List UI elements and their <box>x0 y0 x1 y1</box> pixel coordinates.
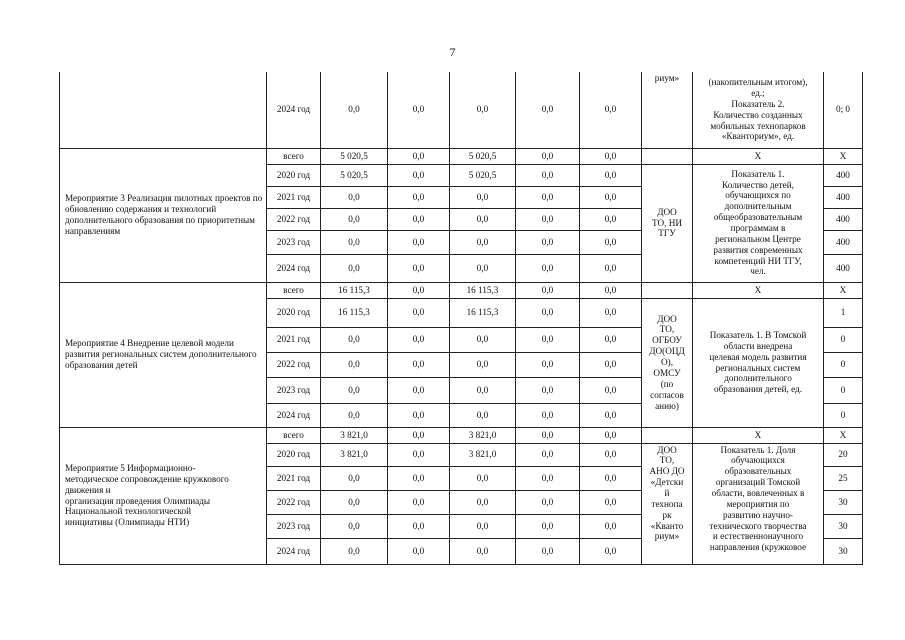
target-cell: 30 <box>824 490 863 514</box>
executor-line: (по <box>660 378 674 389</box>
indicator-line: Показатель 1. В Томской <box>709 329 807 340</box>
executor-line: й <box>664 487 670 498</box>
target-cell: 30 <box>824 538 863 564</box>
indicator-line: региональных систем <box>715 362 801 373</box>
total-cell: 0,0 <box>321 208 388 230</box>
executor-line: ТО, НИ <box>652 217 682 228</box>
year-cell: 2021 год <box>267 466 321 490</box>
year-cell: 2020 год <box>267 298 321 327</box>
regional-cell: 3 821,0 <box>450 427 516 443</box>
indicator-line: развитию научно- <box>723 509 793 520</box>
extra-cell: 0,0 <box>580 466 642 490</box>
target-cell: X <box>824 282 863 298</box>
year-cell: 2022 год <box>267 352 321 377</box>
indicator-cell <box>693 72 824 148</box>
indicator-line: ед.; <box>751 88 765 99</box>
table-row <box>60 427 863 443</box>
page-number: 7 <box>449 45 456 59</box>
indicator-line: образовательных <box>724 466 792 477</box>
event-name-line: Мероприятие 5 Информационно- <box>65 462 196 473</box>
year-cell: всего <box>267 148 321 164</box>
regional-cell: 0,0 <box>450 490 516 514</box>
indicator-line: обучающихся <box>731 455 785 466</box>
executor-cell <box>642 427 693 443</box>
local-cell: 0,0 <box>516 352 580 377</box>
total-cell: 3 821,0 <box>321 427 388 443</box>
year-cell: 2024 год <box>267 72 321 148</box>
indicator-line: мероприятия по <box>726 498 790 509</box>
indicator-line: Показатель 1. <box>731 168 785 179</box>
indicator-line: Показатель 1. Доля <box>720 444 796 455</box>
executor-line: ТГУ <box>658 228 676 239</box>
federal-cell: 0,0 <box>388 327 450 352</box>
event-name-cell: Мероприятие 3 Реализация пилотных проектов по обновлению содержания и технологий дополнительного образования по приоритетным направлениям <box>60 148 267 282</box>
local-cell: 0,0 <box>516 377 580 403</box>
indicator-line: программам в <box>730 223 786 233</box>
federal-cell: 0,0 <box>388 490 450 514</box>
year-cell: 2022 год <box>267 490 321 514</box>
event-name-line: Национальной технологической <box>65 506 192 517</box>
total-cell: 0,0 <box>321 352 388 377</box>
regional-cell: 0,0 <box>450 327 516 352</box>
local-cell: 0,0 <box>516 298 580 327</box>
local-cell: 0,0 <box>516 490 580 514</box>
indicator-line: дополнительным <box>724 201 792 212</box>
extra-cell: 0,0 <box>580 352 642 377</box>
local-cell: 0,0 <box>516 254 580 282</box>
indicator-line: организаций Томской <box>715 477 801 488</box>
federal-cell: 0,0 <box>388 72 450 148</box>
extra-cell: 0,0 <box>580 186 642 208</box>
indicator-line: Показатель 2. <box>731 98 785 109</box>
total-cell: 5 020,5 <box>321 164 388 186</box>
year-cell: 2023 год <box>267 377 321 403</box>
indicator-line: целевая модель развития <box>709 351 807 362</box>
indicator-line: области, вовлеченных в <box>711 487 805 498</box>
year-cell: 2021 год <box>267 327 321 352</box>
indicator-header-cell: X <box>693 148 824 164</box>
extra-cell: 0,0 <box>580 148 642 164</box>
federal-cell: 0,0 <box>388 230 450 254</box>
total-cell: 0,0 <box>321 403 388 427</box>
extra-cell: 0,0 <box>580 327 642 352</box>
table-row <box>60 148 863 164</box>
local-cell: 0,0 <box>516 427 580 443</box>
extra-cell: 0,0 <box>580 538 642 564</box>
year-cell: 2022 год <box>267 208 321 230</box>
executor-cell <box>642 282 693 298</box>
executor-line: ОГБОУ <box>652 335 682 346</box>
executor-line: рк <box>662 509 672 520</box>
target-cell: 400 <box>824 164 863 186</box>
regional-cell: 0,0 <box>450 403 516 427</box>
federal-cell: 0,0 <box>388 427 450 443</box>
indicator-line: «Кванториум», ед. <box>721 131 795 142</box>
event-name-line: методическое сопровождение кружкового <box>65 473 229 484</box>
federal-cell: 0,0 <box>388 443 450 466</box>
target-cell: 30 <box>824 514 863 538</box>
year-cell: 2024 год <box>267 254 321 282</box>
extra-cell: 0,0 <box>580 377 642 403</box>
regional-cell: 0,0 <box>450 208 516 230</box>
executor-line: риум» <box>654 531 680 542</box>
local-cell: 0,0 <box>516 208 580 230</box>
executor-line: ТО, <box>659 324 675 335</box>
event-name-cell: Мероприятие 4 Внедрение целевой модели развития региональных систем дополнительного образования детей <box>60 282 267 427</box>
indicator-line: области внедрена <box>723 340 793 351</box>
target-cell: 0 <box>824 352 863 377</box>
local-cell: 0,0 <box>516 186 580 208</box>
regional-cell: 0,0 <box>450 72 516 148</box>
local-cell: 0,0 <box>516 514 580 538</box>
executor-line: ТО, <box>659 455 675 466</box>
executor-cell <box>642 443 693 564</box>
extra-cell: 0,0 <box>580 514 642 538</box>
extra-cell: 0,0 <box>580 254 642 282</box>
total-cell: 16 115,3 <box>321 282 388 298</box>
regional-cell: 5 020,5 <box>450 148 516 164</box>
indicator-line: (накопительным итогом), <box>708 77 808 88</box>
total-cell: 0,0 <box>321 466 388 490</box>
regional-cell: 0,0 <box>450 352 516 377</box>
target-cell: X <box>824 148 863 164</box>
federal-cell: 0,0 <box>388 377 450 403</box>
year-cell: 2023 год <box>267 230 321 254</box>
local-cell: 0,0 <box>516 148 580 164</box>
indicator-cell <box>693 443 824 564</box>
total-cell: 0,0 <box>321 230 388 254</box>
federal-cell: 0,0 <box>388 298 450 327</box>
federal-cell: 0,0 <box>388 514 450 538</box>
extra-cell: 0,0 <box>580 230 642 254</box>
total-cell: 16 115,3 <box>321 298 388 327</box>
executor-line: АНО ДО <box>649 466 685 477</box>
extra-cell: 0,0 <box>580 443 642 466</box>
indicator-line: технического творчества <box>709 520 807 531</box>
total-cell: 0,0 <box>321 377 388 403</box>
year-cell: 2020 год <box>267 443 321 466</box>
executor-line: ДОО <box>657 206 677 217</box>
federal-cell: 0,0 <box>388 538 450 564</box>
local-cell: 0,0 <box>516 466 580 490</box>
executor-line: О), <box>661 357 673 368</box>
extra-cell: 0,0 <box>580 282 642 298</box>
event-name-cell <box>60 72 267 148</box>
regional-cell: 0,0 <box>450 230 516 254</box>
indicator-line: обучающихся по <box>725 190 791 201</box>
total-cell: 0,0 <box>321 514 388 538</box>
target-cell: 400 <box>824 186 863 208</box>
regional-cell: 0,0 <box>450 466 516 490</box>
total-cell: 0,0 <box>321 72 388 148</box>
year-cell: всего <box>267 282 321 298</box>
indicator-line: направления (кружковое <box>709 542 807 553</box>
target-cell: 0 <box>824 377 863 403</box>
event-name-line: движения и <box>65 484 111 495</box>
indicator-line: региональном Центре <box>715 233 801 244</box>
total-cell: 5 020,5 <box>321 148 388 164</box>
federal-cell: 0,0 <box>388 186 450 208</box>
indicator-line: чел. <box>750 266 766 277</box>
total-cell: 0,0 <box>321 254 388 282</box>
indicator-header-cell: X <box>693 282 824 298</box>
regional-cell: 0,0 <box>450 377 516 403</box>
table-body <box>60 72 863 564</box>
regional-cell: 3 821,0 <box>450 443 516 466</box>
regional-cell: 0,0 <box>450 254 516 282</box>
local-cell: 0,0 <box>516 282 580 298</box>
extra-cell: 0,0 <box>580 164 642 186</box>
indicator-line: мобильных технопарков <box>710 120 806 131</box>
year-cell: 2023 год <box>267 514 321 538</box>
indicator-header-cell: X <box>693 427 824 443</box>
regional-cell: 5 020,5 <box>450 164 516 186</box>
indicator-line: и естественнонаучного <box>712 531 804 542</box>
target-cell: 1 <box>824 298 863 327</box>
executor-line: анию) <box>655 400 679 411</box>
executor-line: ОМСУ <box>653 367 681 378</box>
regional-cell: 16 115,3 <box>450 282 516 298</box>
regional-cell: 0,0 <box>450 514 516 538</box>
indicator-line: развития современных <box>713 244 803 255</box>
local-cell: 0,0 <box>516 230 580 254</box>
target-cell: X <box>824 427 863 443</box>
year-cell: всего <box>267 427 321 443</box>
extra-cell: 0,0 <box>580 72 642 148</box>
extra-cell: 0,0 <box>580 298 642 327</box>
table-row-continuation <box>60 72 863 148</box>
indicator-line: Количество детей, <box>722 179 794 190</box>
executor-line: согласов <box>650 389 684 400</box>
year-cell: 2024 год <box>267 403 321 427</box>
local-cell: 0,0 <box>516 327 580 352</box>
executor-cell: риум» <box>642 72 693 148</box>
local-cell: 0,0 <box>516 538 580 564</box>
total-cell: 0,0 <box>321 327 388 352</box>
extra-cell: 0,0 <box>580 403 642 427</box>
federal-cell: 0,0 <box>388 208 450 230</box>
federal-cell: 0,0 <box>388 164 450 186</box>
federal-cell: 0,0 <box>388 282 450 298</box>
indicator-line: общеобразовательным <box>713 212 803 223</box>
table-row <box>60 282 863 298</box>
event-name-line: инициативы (Олимпиады НТИ) <box>65 517 190 528</box>
total-cell: 0,0 <box>321 538 388 564</box>
year-cell: 2024 год <box>267 538 321 564</box>
target-cell: 400 <box>824 254 863 282</box>
total-cell: 0,0 <box>321 186 388 208</box>
executor-line: ДОО <box>657 313 677 324</box>
executor-cell <box>642 298 693 427</box>
federal-cell: 0,0 <box>388 466 450 490</box>
event-name-cell <box>60 427 267 564</box>
local-cell: 0,0 <box>516 443 580 466</box>
executor-line: ДОО <box>657 444 677 455</box>
regional-cell: 0,0 <box>450 186 516 208</box>
federal-cell: 0,0 <box>388 403 450 427</box>
target-cell: 400 <box>824 208 863 230</box>
indicator-line: Количество созданных <box>713 109 803 120</box>
federal-cell: 0,0 <box>388 254 450 282</box>
local-cell: 0,0 <box>516 164 580 186</box>
event-name-line: организация проведения Олимпиады <box>65 495 211 506</box>
target-cell: 0; 0 <box>824 72 863 148</box>
target-cell: 20 <box>824 443 863 466</box>
extra-cell: 0,0 <box>580 490 642 514</box>
target-cell: 0 <box>824 327 863 352</box>
target-cell: 400 <box>824 230 863 254</box>
total-cell: 3 821,0 <box>321 443 388 466</box>
indicator-cell <box>693 164 824 282</box>
executor-line: ДО(ОЦД <box>649 346 685 357</box>
regional-cell: 16 115,3 <box>450 298 516 327</box>
executor-cell <box>642 148 693 164</box>
year-cell: 2020 год <box>267 164 321 186</box>
year-cell: 2021 год <box>267 186 321 208</box>
executor-line: «Детски <box>650 477 684 488</box>
extra-cell: 0,0 <box>580 208 642 230</box>
local-cell: 0,0 <box>516 403 580 427</box>
federal-cell: 0,0 <box>388 148 450 164</box>
indicator-cell <box>693 298 824 427</box>
total-cell: 0,0 <box>321 490 388 514</box>
target-cell: 0 <box>824 403 863 427</box>
executor-cell <box>642 164 693 282</box>
indicator-line: компетенций НИ ТГУ, <box>714 255 802 266</box>
program-events-table <box>59 72 863 565</box>
indicator-line: образования детей, ед. <box>713 384 803 395</box>
regional-cell: 0,0 <box>450 538 516 564</box>
target-cell: 25 <box>824 466 863 490</box>
local-cell: 0,0 <box>516 72 580 148</box>
executor-line: технопа <box>651 498 683 509</box>
indicator-line: дополнительного <box>724 373 792 384</box>
extra-cell: 0,0 <box>580 427 642 443</box>
executor-line: «Кванто <box>650 520 684 531</box>
federal-cell: 0,0 <box>388 352 450 377</box>
